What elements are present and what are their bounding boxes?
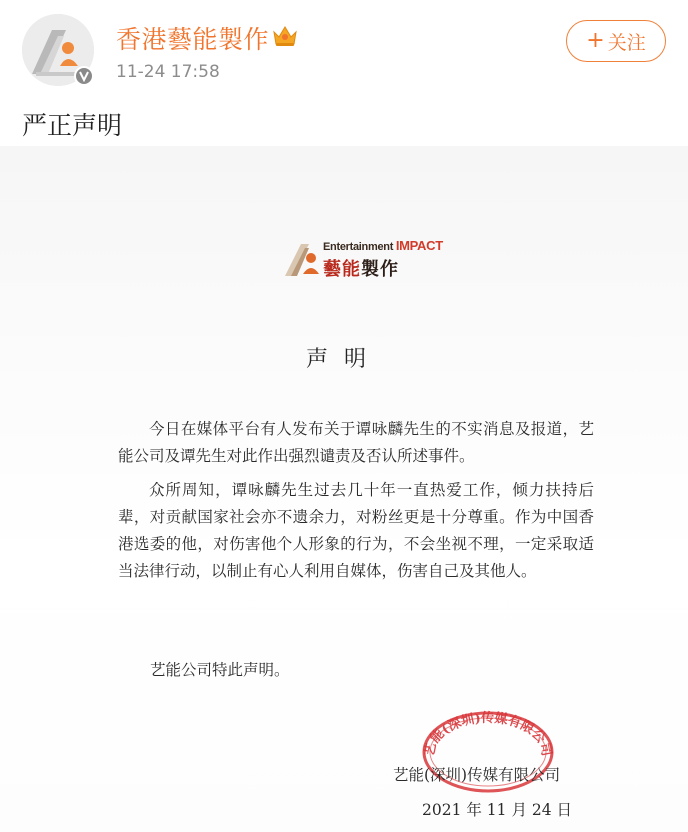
logo-chinese: 製作 bbox=[361, 259, 399, 280]
paragraph: 众所周知，谭咏麟先生过去几十年一直热爱工作，倾力扶持后辈，对贡献国家社会亦不遗余力，对粉丝更是十分尊重。作为中国香港选委的他，对伤害他个人形象的行为，不会坐视不理，一定采取适当法律行动，以制止有心人利用自媒体，伤害自己及其他人。 bbox=[118, 481, 594, 580]
post-timestamp: 11-24 17:58 bbox=[116, 62, 220, 82]
logo-chinese-accent: 藝能 bbox=[323, 259, 361, 280]
post-text: 严正声明 bbox=[22, 111, 123, 140]
document-body bbox=[118, 416, 594, 592]
attached-image[interactable] bbox=[0, 146, 688, 832]
logo-english: Entertainment bbox=[323, 241, 396, 253]
statement-date: 2021 年 11 月 24 日 bbox=[422, 801, 573, 819]
logo-impact: IMPACT bbox=[395, 238, 443, 253]
verified-badge-icon bbox=[74, 66, 94, 86]
document-logo bbox=[283, 238, 443, 282]
username[interactable]: 香港藝能製作 bbox=[116, 25, 270, 54]
closing-line: 艺能公司特此声明。 bbox=[150, 661, 290, 679]
company-name: 艺能(深圳)传媒有限公司 bbox=[393, 766, 561, 784]
follow-label: 关注 bbox=[607, 31, 646, 54]
seal-text: 艺能(深圳)传媒有限公司 bbox=[422, 710, 554, 758]
plus-icon: + bbox=[586, 28, 605, 53]
logo-emblem-icon bbox=[283, 240, 323, 280]
follow-button[interactable] bbox=[566, 20, 666, 62]
svg-text:艺能(深圳)传媒有限公司 bbox=[421, 710, 554, 757]
paragraph: 今日在媒体平台有人发布关于谭咏麟先生的不实消息及报道，艺能公司及谭先生对此作出强烈谴责及否认所述事件。 bbox=[118, 420, 594, 465]
crown-icon bbox=[272, 24, 298, 52]
document-title: 声明 bbox=[305, 347, 382, 372]
